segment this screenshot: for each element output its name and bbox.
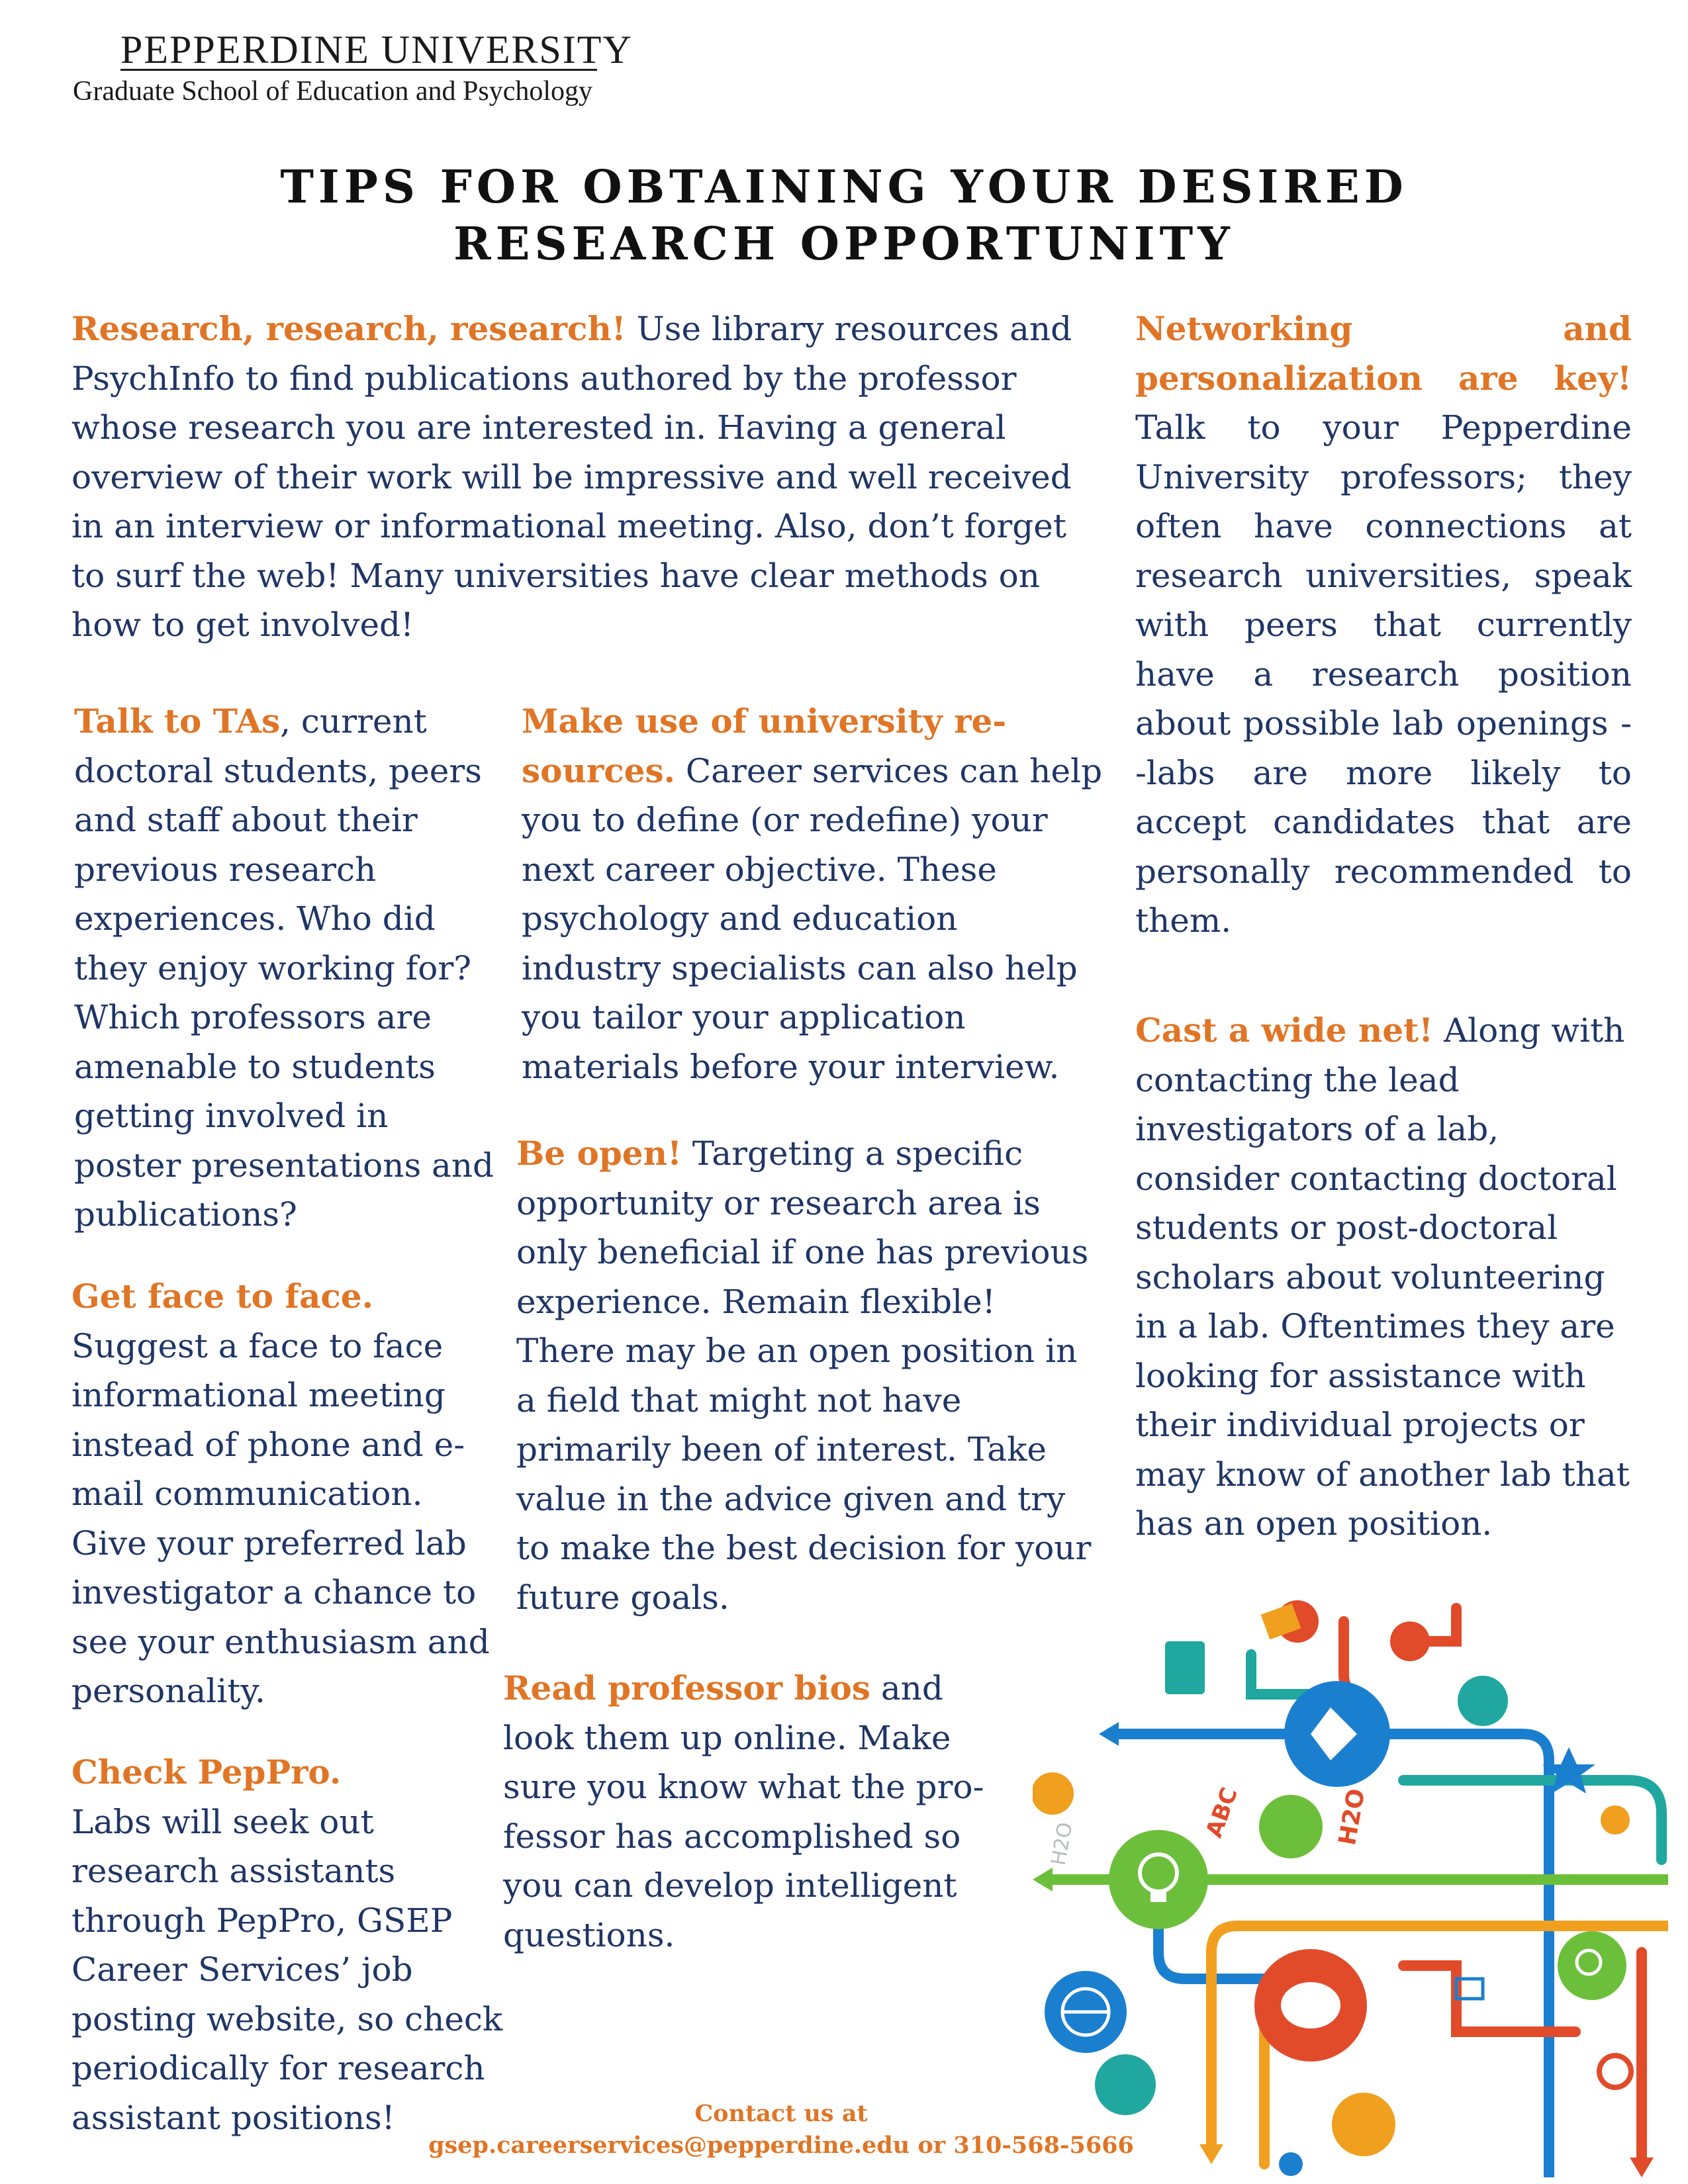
tip-face-body: Suggest a face to face informational meeting instead of phone and e-mail communication. Give your preferred lab investigator a chance to see your enthusiasm and personality.	[71, 1326, 490, 1710]
grid-icon	[1458, 1676, 1508, 1726]
title-line-2: RESEARCH OPPORTUNITY	[453, 218, 1235, 271]
teal-pipe-top	[1251, 1655, 1311, 1694]
h2o-label-gray: H2O	[1047, 1820, 1078, 1868]
puzzle-icon	[1033, 1772, 1074, 1815]
tip-open	[516, 1129, 1099, 1622]
tip-networking-heading: Networking and personalization are key!	[1135, 309, 1632, 398]
contact-details[interactable]: gsep.careerservices@pepperdine.edu or 310-568-5666	[428, 2132, 1134, 2159]
tip-net-heading: Cast a wide net!	[1135, 1011, 1434, 1050]
tip-tas-heading: Talk to TAs	[74, 702, 281, 741]
tip-resources-body: Career services can help you to define (or redefine) your next career objective. These psychology and education industry specialists can also help you tailor your application materials before your interview.	[522, 751, 1103, 1086]
tip-peppro: Check PepPro. Labs will seek out research assistants through PepPro, GSEP Career Services’ job posting website, so check periodically for research assistant positions!	[71, 1752, 503, 2137]
lightbulb-icon	[1109, 1830, 1208, 1929]
research-icons-graphic	[1033, 1582, 1668, 2177]
tip-face-heading: Get face to face	[71, 1277, 362, 1316]
tip-net	[1135, 1006, 1645, 1549]
abc-label: ABC	[1201, 1784, 1244, 1841]
arrow-down-icon	[1199, 2144, 1223, 2164]
arrow-down-icon	[1630, 2158, 1654, 2177]
tip-tas-body: , current doctoral students, peers and staff about their previous research experiences. Who did they enjoy working for? Which professors are amenable to students getting involved in poster presentations and publications?	[74, 702, 494, 1234]
tip-bios-heading: Read professor bios	[503, 1668, 870, 1707]
university-name: PEPPERDINE UNIVERSITY	[120, 28, 633, 71]
tip-net-body: Along with contacting the lead investigators of a lab, consider contacting doctoral students or post-doctoral scholars about volunteering in a lab. Oftentimes they are looking for assistance with their individual projects or may know of another lab that has an open position.	[1135, 1011, 1630, 1543]
tip-tas	[74, 697, 504, 1240]
tip-bios	[503, 1664, 1019, 1960]
tip-research	[71, 304, 1091, 650]
tip-resources-heading: Make use of university re-sources.	[522, 702, 1007, 790]
tip-networking-body: Talk to your Pepperdine University professors; they often have connections at research universities, speak with peers that currently have a research position about possible lab openings --labs are more likely to accept candidates that are personally recommended to them.	[1135, 408, 1632, 940]
tip-research-heading: Research, research, research!	[71, 309, 626, 348]
title-line-1: TIPS FOR OBTAINING YOUR DESIRED	[280, 161, 1408, 214]
monitor-icon	[1165, 1641, 1205, 1694]
shopping-icon	[1390, 1621, 1430, 1661]
tip-peppro-heading: Check PepPro	[71, 1752, 330, 1792]
tip-open-body: Targeting a specific opportunity or research area is only beneficial if one has previous experience. Remain flexible! There may be an open position in a field that might not have primarily been of interest. Take value in the advice given and try to make the best decision for your future goals.	[516, 1134, 1092, 1617]
tip-face: Get face to face. Suggest a face to face informational meeting instead of phone and e-mail communication. Give your preferred lab investigator a chance to see your enthusiasm and personality.	[71, 1277, 490, 1710]
scissors-icon	[1259, 1795, 1323, 1858]
tip-resources	[522, 697, 1104, 1091]
red-pipe-top-right	[1430, 1608, 1456, 1641]
reader-icon	[1332, 2093, 1395, 2156]
flask-icon	[1095, 2054, 1156, 2115]
gear-icon	[1599, 2056, 1631, 2087]
tip-networking	[1135, 304, 1632, 946]
tip-research-body: Use library resources and PsychInfo to find publications authored by the professor whose research you are interested in. Having a general overview of their work will be impressive and well received in an interview or informational meeting. Also, don’t forget to surf the web! Many universities have clear methods on how to get involved!	[71, 310, 1072, 644]
magnifier-icon	[1558, 1931, 1626, 2000]
h2o-label: H2O	[1334, 1786, 1371, 1848]
arrow-left-icon	[1033, 1868, 1053, 1891]
header	[73, 26, 669, 109]
tip-bios-body: and look them up online. Make sure you know what the pro-fessor has accomplished so you can develop intelligent questions.	[503, 1669, 984, 1954]
atom-icon	[1279, 2152, 1303, 2176]
school-name: Graduate School of Education and Psychology	[73, 76, 592, 107]
tip-open-heading: Be open!	[516, 1134, 682, 1173]
arrow-left-icon	[1099, 1722, 1119, 1746]
blue-pipe-right	[1390, 1734, 1549, 2177]
tip-peppro-body: Labs will seek out research assistants through PepPro, GSEP Career Services’ job posting website, so check periodically for research assistant positions!	[71, 1802, 503, 2137]
page-title	[132, 159, 1556, 273]
palette-icon	[1601, 1805, 1630, 1835]
contact-label: Contact us at	[694, 2100, 868, 2127]
